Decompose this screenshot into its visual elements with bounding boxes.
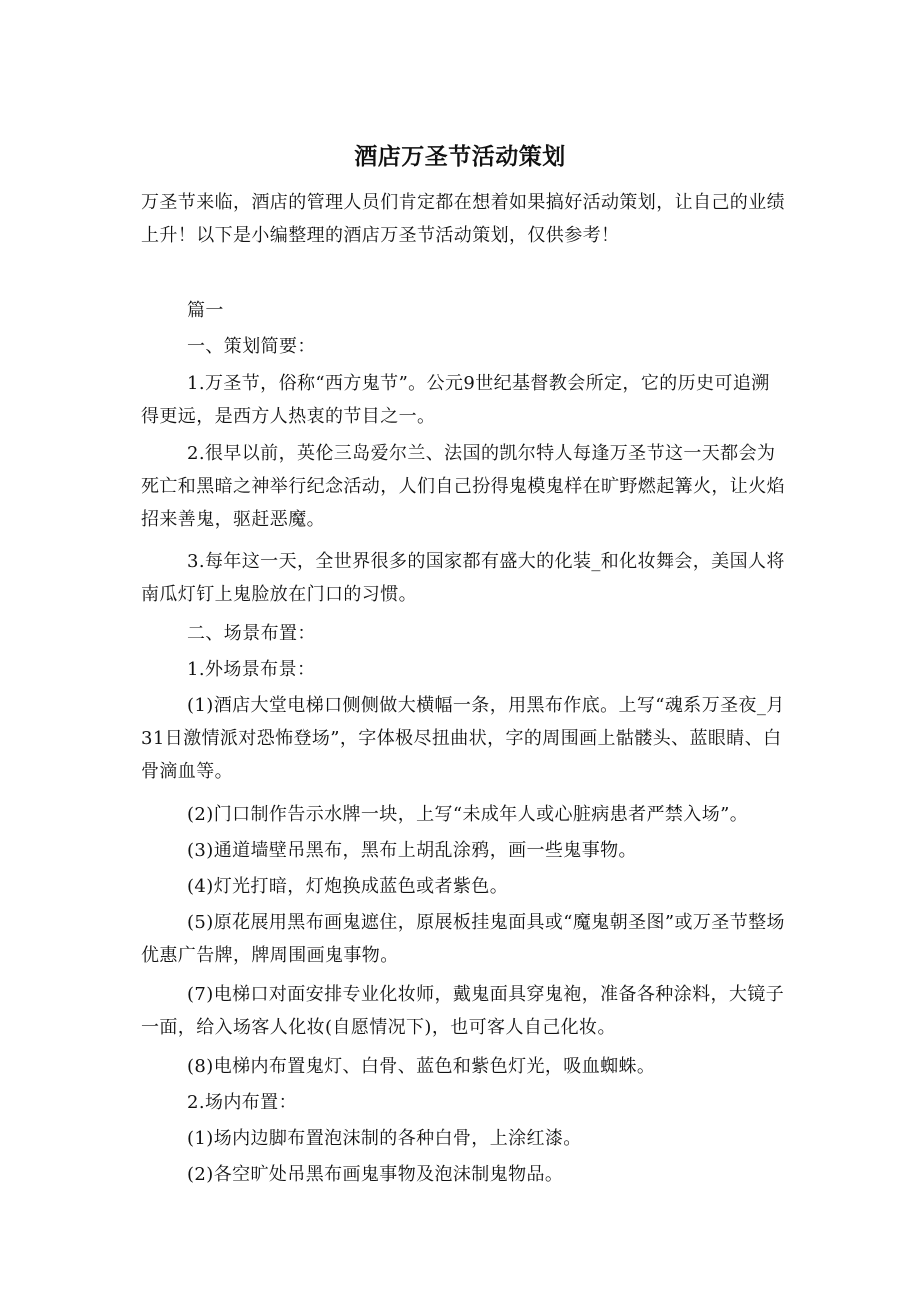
outside-item-5: (5)原花展用黑布画鬼遮住，原展板挂鬼面具或“魔鬼朝圣图”或万圣节整场优惠广告牌，牌周围画鬼事物。 (141, 912, 785, 966)
subheading-outside: 1.外场景布景： (187, 659, 316, 680)
section-heading-scene: 二、场景布置： (187, 623, 316, 644)
section-heading-overview: 一、策划简要： (187, 336, 316, 357)
outside-item-1: (1)酒店大堂电梯口侧侧做大横幅一条，用黑布作底。上写“魂系万圣夜_月31日激情派对恐怖登场”，字体极尽扭曲状，字的周围画上骷髅头、蓝眼睛、白骨滴血等。 (141, 695, 785, 782)
overview-item-3: 3.每年这一天，全世界很多的国家都有盛大的化装_和化妆舞会，美国人将南瓜灯钉上鬼脸放在门口的习惯。 (141, 551, 785, 605)
outside-item-3: (3)通道墙壁吊黑布，黑布上胡乱涂鸦，画一些鬼事物。 (187, 840, 637, 861)
overview-item-2: 2.很早以前，英伦三岛爱尔兰、法国的凯尔特人每逢万圣节这一天都会为死亡和黑暗之神举行纪念活动，人们自己扮得鬼模鬼样在旷野燃起篝火，让火焰招来善鬼，驱赶恶魔。 (141, 443, 785, 530)
outside-item-7: (7)电梯口对面安排专业化妆师，戴鬼面具穿鬼袍，准备各种涂料，大镜子一面，给入场客人化妆(自愿情况下)，也可客人自己化妆。 (141, 984, 785, 1038)
overview-item-1: 1.万圣节，俗称“西方鬼节”。公元9世纪基督教会所定，它的历史可追溯得更远，是西方人热衷的节目之一。 (141, 373, 770, 427)
outside-item-4: (4)灯光打暗，灯炮换成蓝色或者紫色。 (187, 876, 509, 897)
inside-item-1: (1)场内边脚布置泡沫制的各种白骨，上涂红漆。 (187, 1128, 582, 1149)
inside-item-2: (2)各空旷处吊黑布画鬼事物及泡沫制鬼物品。 (187, 1164, 564, 1185)
part-label: 篇一 (187, 300, 224, 321)
outside-item-8: (8)电梯内布置鬼灯、白骨、蓝色和紫色灯光，吸血蜘蛛。 (187, 1056, 656, 1077)
document-title: 酒店万圣节活动策划 (354, 143, 566, 170)
intro-paragraph: 万圣节来临，酒店的管理人员们肯定都在想着如果搞好活动策划，让自己的业绩上升！以下是小编整理的酒店万圣节活动策划，仅供参考！ (141, 192, 785, 246)
outside-item-2: (2)门口制作告示水牌一块，上写“未成年人或心脏病患者严禁入场”。 (187, 804, 749, 825)
subheading-inside: 2.场内布置： (187, 1092, 297, 1113)
